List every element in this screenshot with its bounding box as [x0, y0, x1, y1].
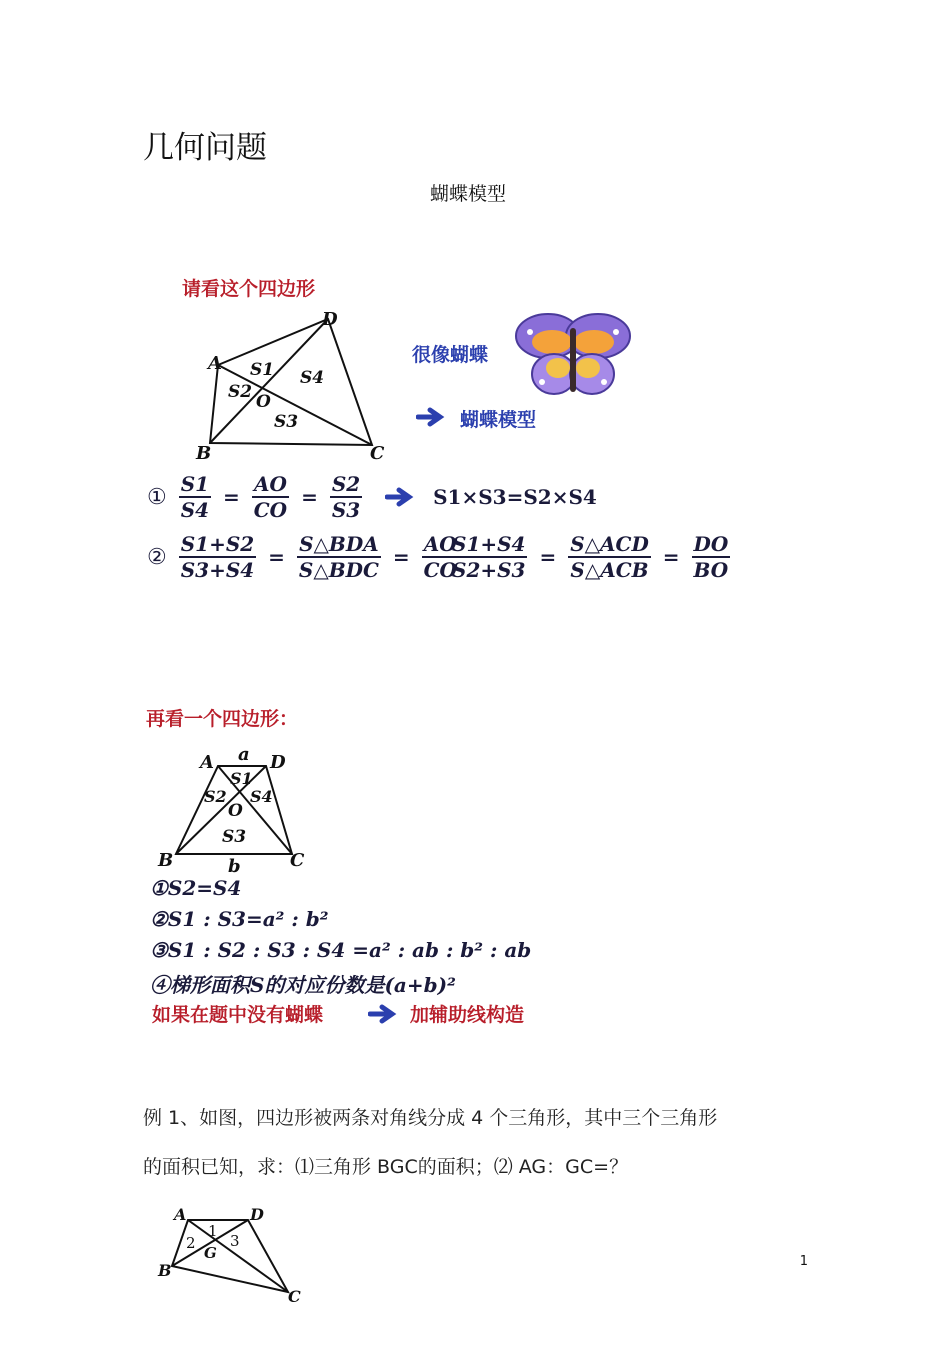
quadrilateral-figure-1 — [190, 305, 410, 465]
frac-den: S△BDC — [298, 558, 379, 582]
label-1: 1 — [208, 1222, 218, 1240]
fraction-e — [568, 532, 651, 582]
label-S1: S1 — [250, 360, 275, 380]
section1-heading: 请看这个四边形 — [182, 278, 316, 300]
butterfly-icon — [512, 306, 634, 402]
label-S4: S4 — [300, 368, 325, 388]
frac-den: CO — [423, 558, 457, 582]
label-C: C — [290, 850, 305, 871]
formula1-marker: ① — [147, 484, 167, 510]
fraction-b — [297, 532, 381, 582]
fraction-f — [692, 532, 731, 582]
example-line-2: 的面积已知，求：⑴三角形 BGC的面积；⑵ AG：GC=？ — [143, 1156, 629, 1178]
arrow-icon-result — [385, 487, 419, 507]
label-B: B — [158, 1261, 172, 1280]
formula-1: ① $\frac{S1}{S4}$ = $\frac{AO}{CO}$ = $\frac{S2}{S3}$ S1×S3=S2×S4 — [147, 472, 597, 522]
label-D: D — [322, 309, 338, 330]
fraction-s1-s4 — [179, 472, 211, 522]
frac-num: S△BDA — [299, 532, 379, 556]
hint-left: 如果在题中没有蝴蝶 — [152, 1004, 324, 1026]
label-S1: S1 — [230, 769, 253, 788]
label-S2: S2 — [228, 382, 253, 402]
example-line-1: 例 1、如图，四边形被两条对角线分成 4 个三角形，其中三个三角形 — [143, 1107, 718, 1129]
example-figure — [150, 1200, 310, 1310]
frac-num: AO — [253, 472, 287, 496]
label-G: G — [204, 1244, 217, 1262]
label-D: D — [250, 1205, 264, 1224]
fraction-ao-co — [252, 472, 289, 522]
page-number: 1 — [799, 1254, 808, 1269]
property-2: ②S1 : S3=a² : b² — [150, 907, 329, 931]
frac-num: DO — [693, 532, 729, 556]
label-O: O — [256, 392, 271, 412]
formula2-marker: ② — [147, 544, 167, 570]
label-A: A — [200, 752, 214, 773]
property-4: ④梯形面积S的对应份数是(a+b)² — [150, 973, 456, 997]
section-subtitle: 蝴蝶模型 — [430, 183, 507, 205]
label-B: B — [158, 850, 174, 871]
arrow-icon-hint — [368, 1004, 400, 1024]
label-S3: S3 — [274, 412, 299, 432]
section2-heading: 再看一个四边形： — [146, 708, 299, 730]
label-D: D — [270, 752, 286, 773]
butterfly-text: 很像蝴蝶 — [412, 344, 489, 366]
formula-2-right: $\frac{S1+S4}{S2+S3}$ = $\frac{\text{S△ACD}}{\text{S△ACB}}$ = $\frac{DO}{BO}$ — [452, 532, 729, 582]
frac-den: BO — [692, 556, 731, 582]
fraction-a — [179, 532, 256, 582]
page-title: 几何问题 — [143, 130, 267, 166]
label-C: C — [370, 443, 385, 464]
label-b: b — [228, 856, 241, 877]
label-S3: S3 — [222, 827, 247, 847]
frac-den: S△ACB — [568, 556, 651, 582]
fraction-d — [450, 532, 527, 582]
hint-right: 加辅助线构造 — [410, 1004, 525, 1026]
frac-den: S3 — [331, 498, 361, 522]
label-3: 3 — [230, 1232, 240, 1250]
frac-num: S1 — [180, 472, 210, 496]
label-A: A — [174, 1205, 187, 1224]
frac-den: S2+S3 — [452, 558, 526, 582]
label-S2: S2 — [204, 787, 227, 806]
label-2: 2 — [186, 1234, 196, 1252]
label-B: B — [196, 443, 212, 464]
label-O: O — [228, 801, 243, 821]
property-1: ①S2=S4 — [150, 876, 242, 900]
trapezoid-figure — [152, 742, 322, 877]
frac-den: CO — [253, 498, 288, 522]
frac-den: S3+S4 — [180, 558, 255, 582]
frac-num: AO — [423, 532, 457, 556]
formula1-result: S1×S3=S2×S4 — [433, 485, 597, 509]
frac-den: S4 — [180, 498, 210, 522]
frac-num: S2 — [331, 472, 361, 496]
frac-num: S△ACD — [570, 532, 649, 556]
frac-num: S1+S2 — [180, 532, 255, 556]
model-text: 蝴蝶模型 — [460, 409, 537, 431]
label-a: a — [238, 744, 250, 765]
arrow-icon-model — [416, 407, 448, 427]
label-S4: S4 — [250, 787, 273, 806]
property-3: ③S1 : S2 : S3 : S4 =a² : ab : b² : ab — [150, 938, 532, 962]
label-C: C — [288, 1287, 301, 1306]
frac-num: S1+S4 — [452, 532, 526, 556]
formula-2: ② $\frac{S1+S2}{S3+S4}$ = $\frac{\text{S△BDA}}{\text{S△BDC}}$ = $\frac{AO}{CO}$ — [147, 532, 457, 582]
fraction-s2-s3 — [330, 472, 362, 522]
label-A: A — [208, 353, 222, 374]
